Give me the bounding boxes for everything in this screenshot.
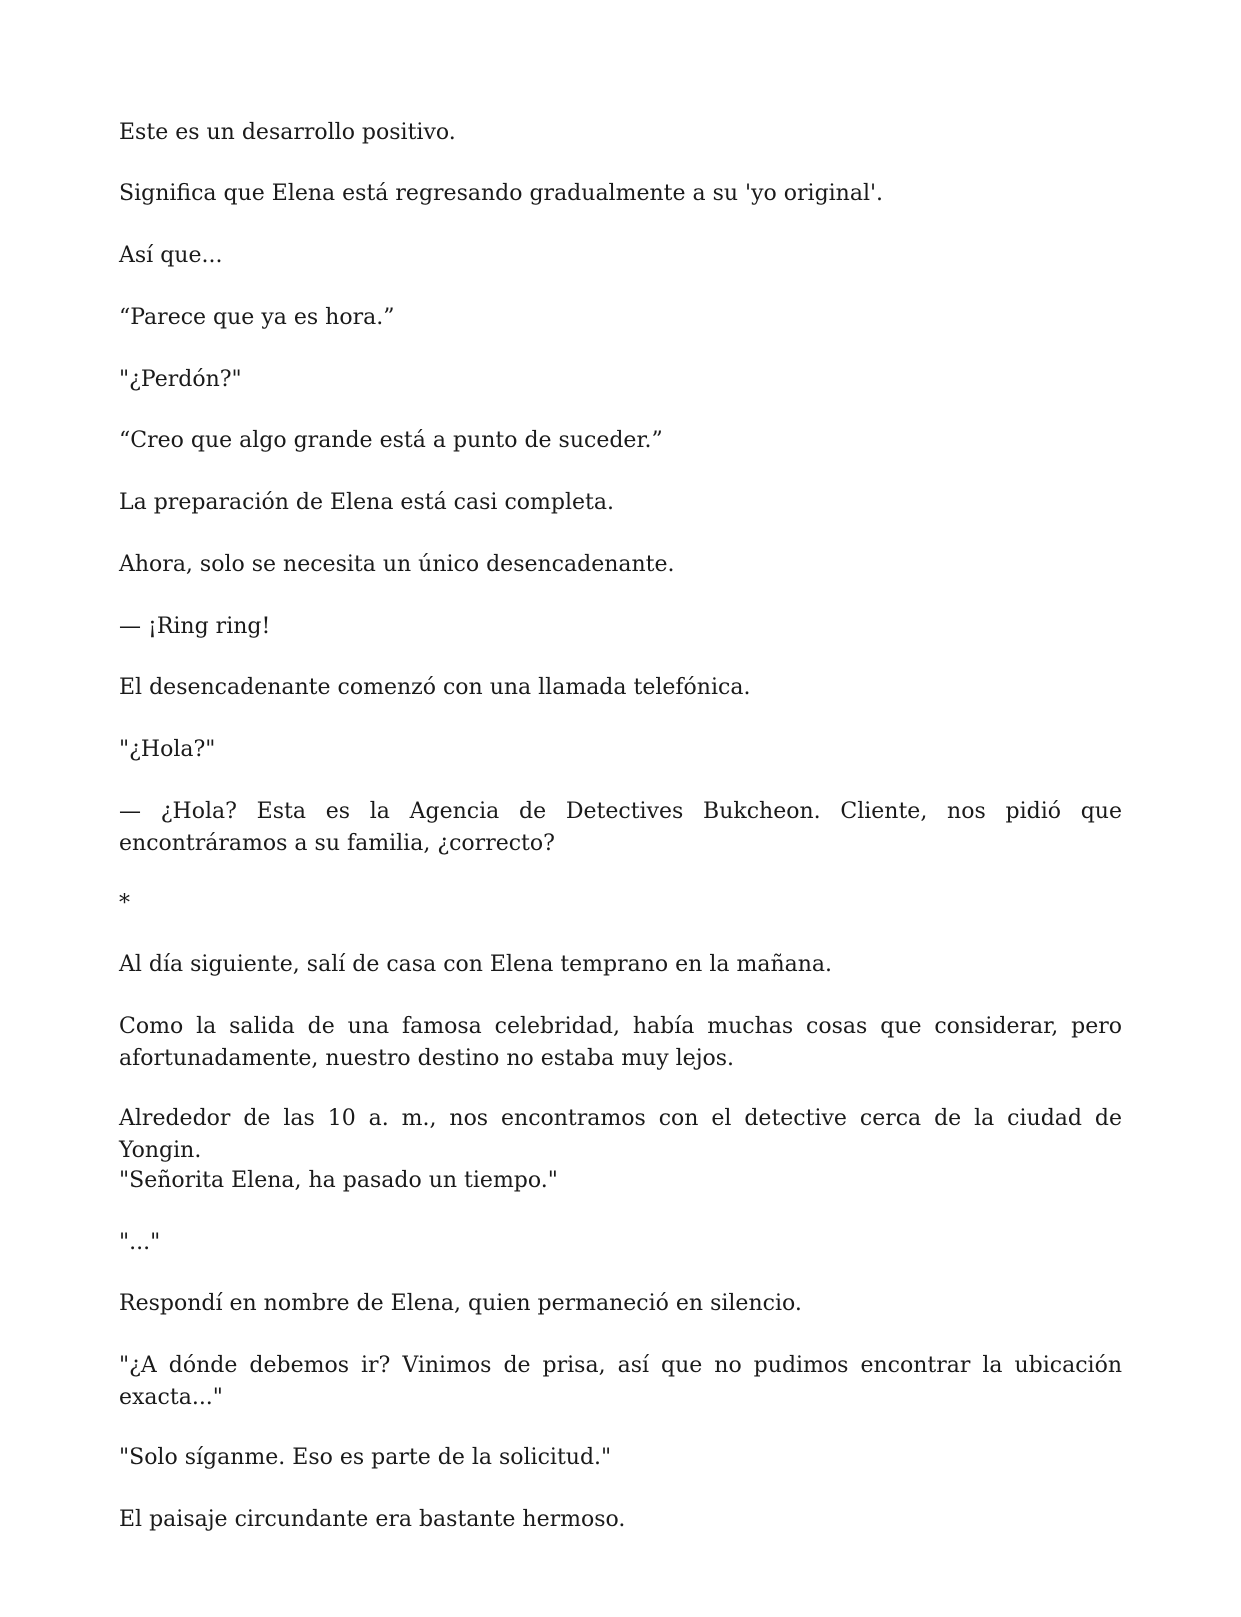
paragraph: Este es un desarrollo positivo. xyxy=(119,120,456,145)
paragraph: Así que... xyxy=(119,243,223,268)
paragraph: "..." xyxy=(119,1230,161,1255)
paragraph: El paisaje circundante era bastante hermoso. xyxy=(119,1507,626,1532)
paragraph: "¿Hola?" xyxy=(119,737,216,762)
paragraph: Significa que Elena está regresando gradualmente a su 'yo original'. xyxy=(119,181,884,206)
paragraph: "Solo síganme. Eso es parte de la solicitud." xyxy=(119,1445,612,1470)
paragraph: "¿A dónde debemos ir? Vinimos de prisa, así que no pudimos encontrar la ubicación exacta..." xyxy=(119,1353,1122,1410)
paragraph: Alrededor de las 10 a. m., nos encontramos con el detective cerca de la ciudad de Yongin. xyxy=(119,1106,1122,1163)
paragraph: “Parece que ya es hora.” xyxy=(119,305,395,330)
paragraph: "Señorita Elena, ha pasado un tiempo." xyxy=(119,1168,558,1193)
paragraph: Ahora, solo se necesita un único desencadenante. xyxy=(119,552,675,577)
paragraph: — ¡Ring ring! xyxy=(119,614,271,639)
paragraph: "¿Perdón?" xyxy=(119,367,242,392)
paragraph: — ¿Hola? Esta es la Agencia de Detectives Bukcheon. Cliente, nos pidió que encontráramos a su familia, ¿correcto? xyxy=(119,799,1122,856)
paragraph: Respondí en nombre de Elena, quien permaneció en silencio. xyxy=(119,1291,802,1316)
paragraph: El desencadenante comenzó con una llamada telefónica. xyxy=(119,675,751,700)
paragraph: La preparación de Elena está casi completa. xyxy=(119,490,614,515)
paragraph: Al día siguiente, salí de casa con Elena temprano en la mañana. xyxy=(119,952,833,977)
paragraph: “Creo que algo grande está a punto de suceder.” xyxy=(119,428,663,453)
paragraph: Como la salida de una famosa celebridad, había muchas cosas que considerar, pero afortunadamente, nuestro destino no estaba muy lejos. xyxy=(119,1014,1122,1071)
scene-break: * xyxy=(119,891,130,916)
